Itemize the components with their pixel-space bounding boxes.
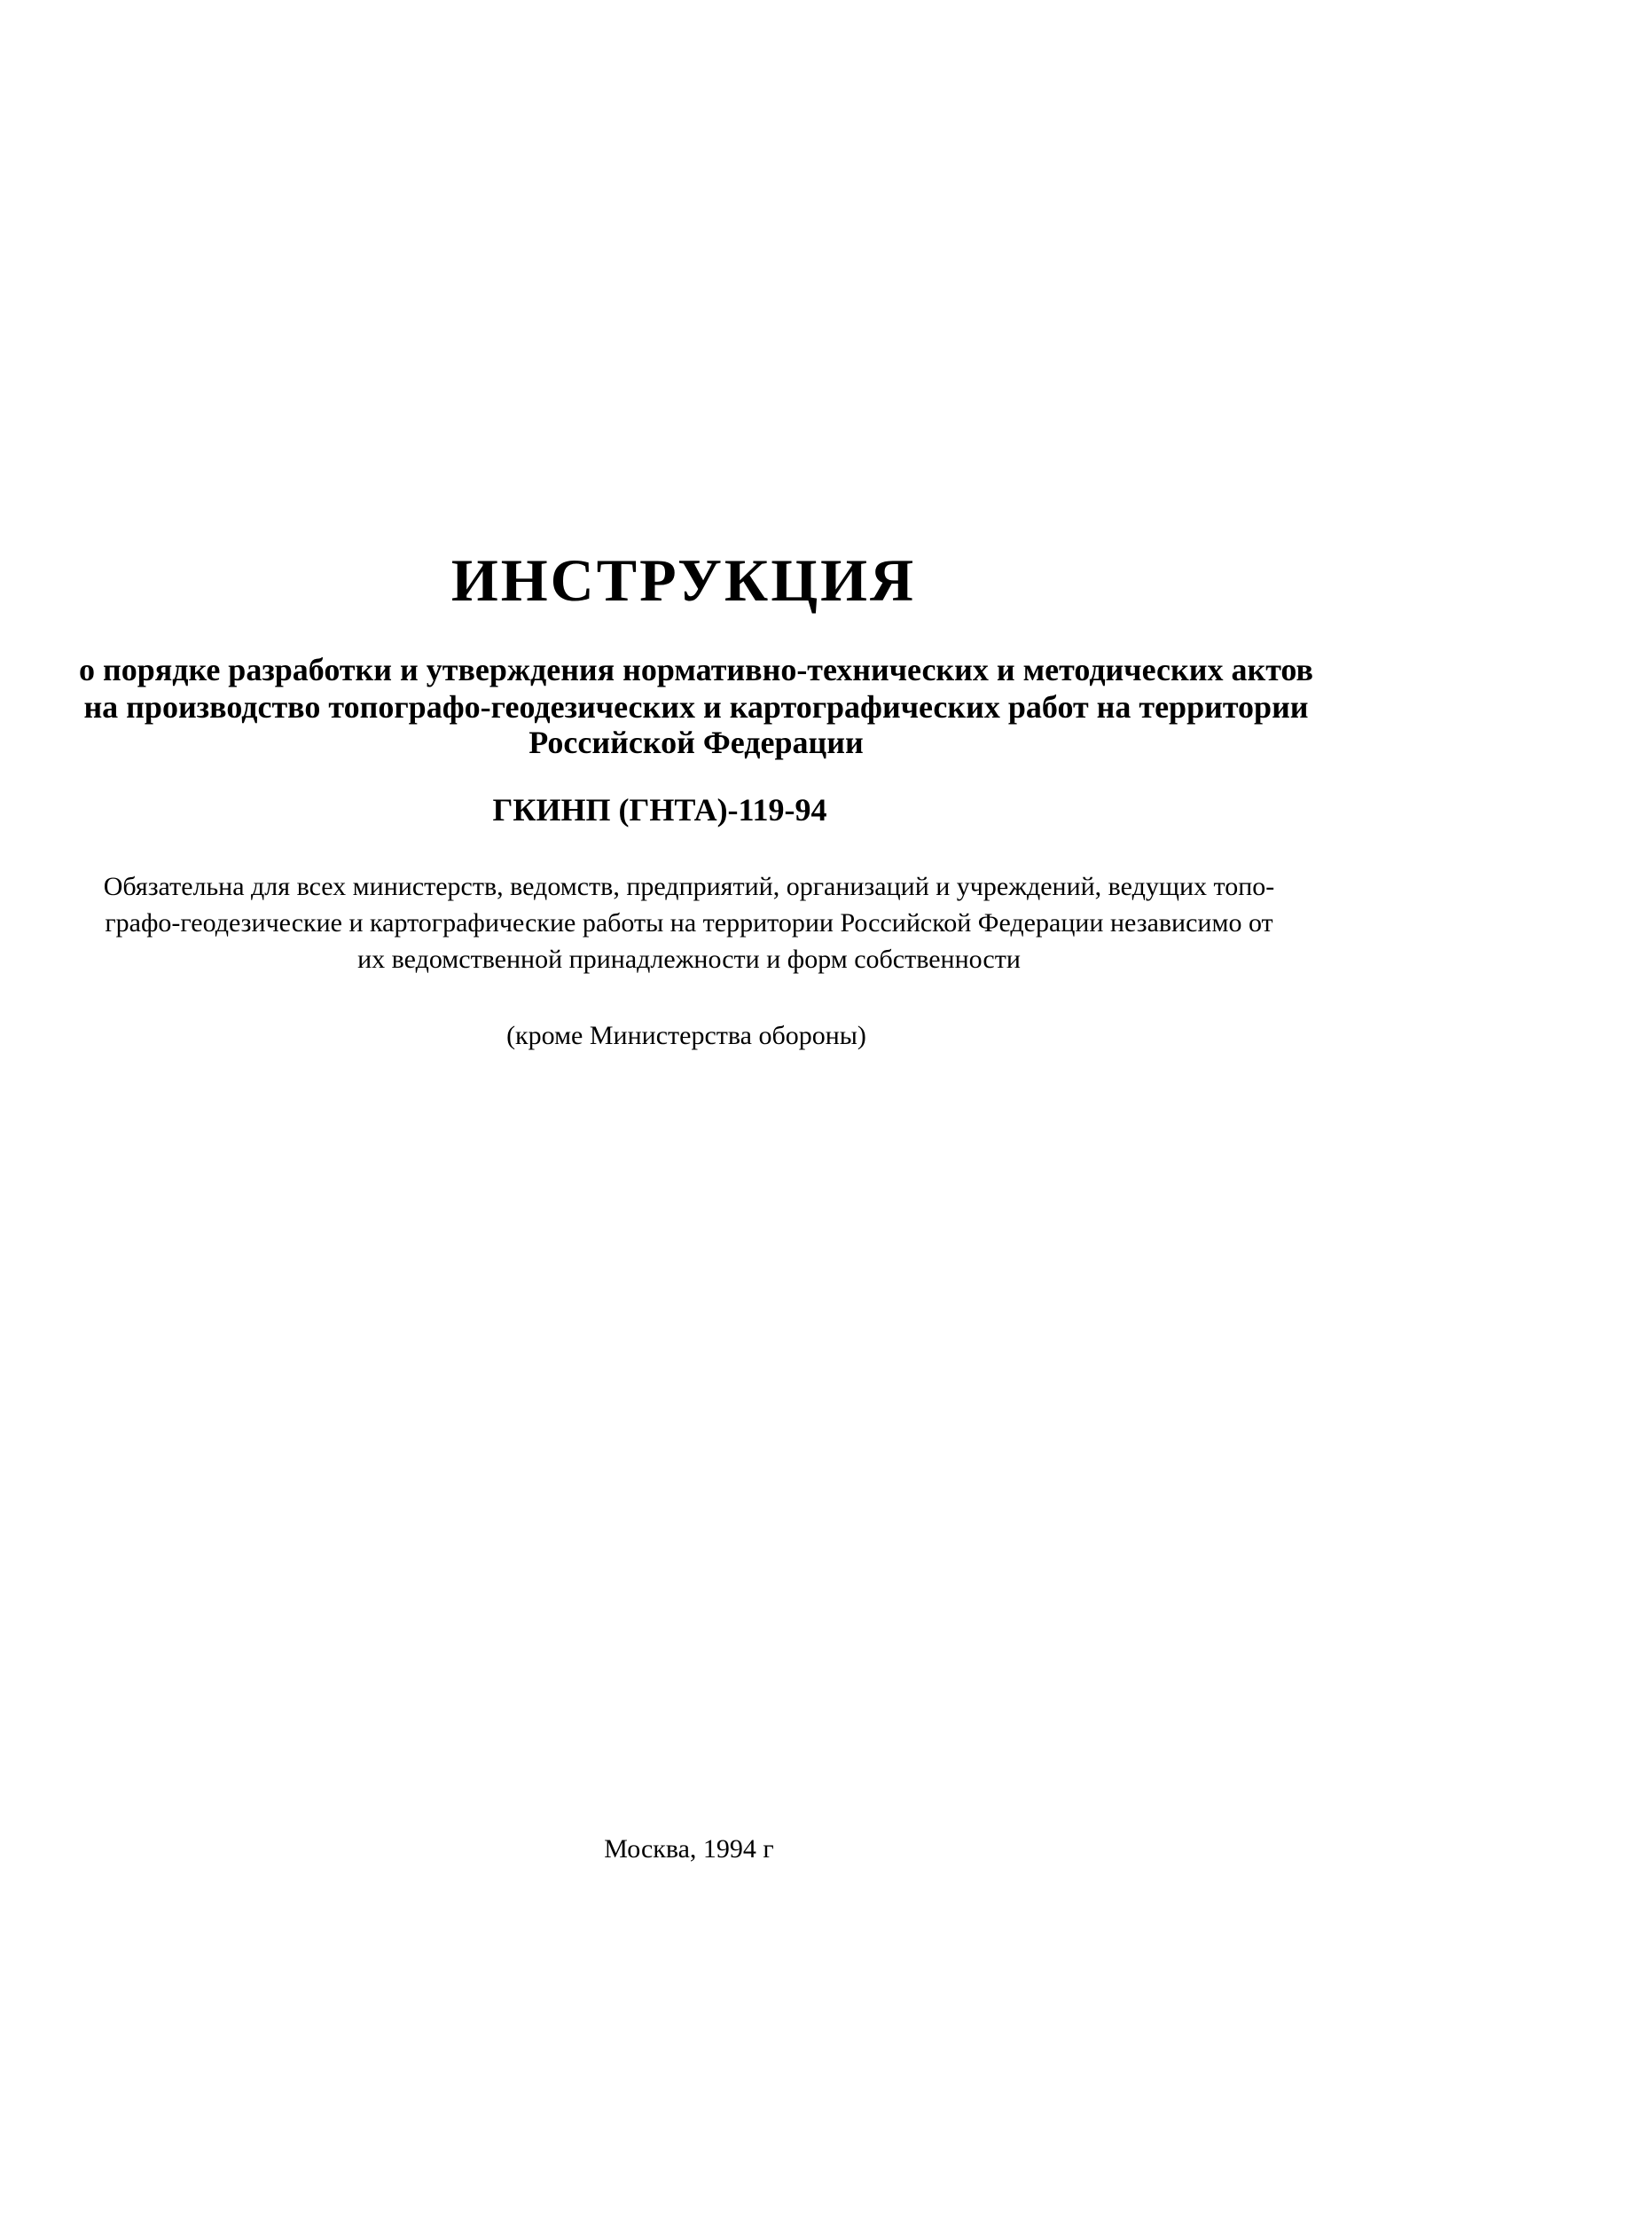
- scope-line: их ведомственной принадлежности и форм собственности: [357, 945, 1021, 974]
- scope-line: графо-геодезические и картографические работы на территории Российской Федерации независимо от: [105, 908, 1273, 938]
- scope-line: Обязательна для всех министерств, ведомств, предприятий, организаций и учреждений, ведущих топо-: [103, 872, 1275, 901]
- place-year: Москва, 1994 г: [604, 1834, 774, 1864]
- document-title: ИНСТРУКЦИЯ: [450, 546, 917, 614]
- subtitle-line: Российской Федерации: [528, 725, 864, 760]
- document-code: ГКИНП (ГНТА)-119-94: [492, 792, 827, 828]
- subtitle-line: о порядке разработки и утверждения нормативно-технических и методических актов: [79, 652, 1313, 687]
- exception-note: (кроме Министерства обороны): [506, 1021, 866, 1050]
- subtitle-line: на производство топографо-геодезических и картографических работ на территории: [83, 689, 1309, 725]
